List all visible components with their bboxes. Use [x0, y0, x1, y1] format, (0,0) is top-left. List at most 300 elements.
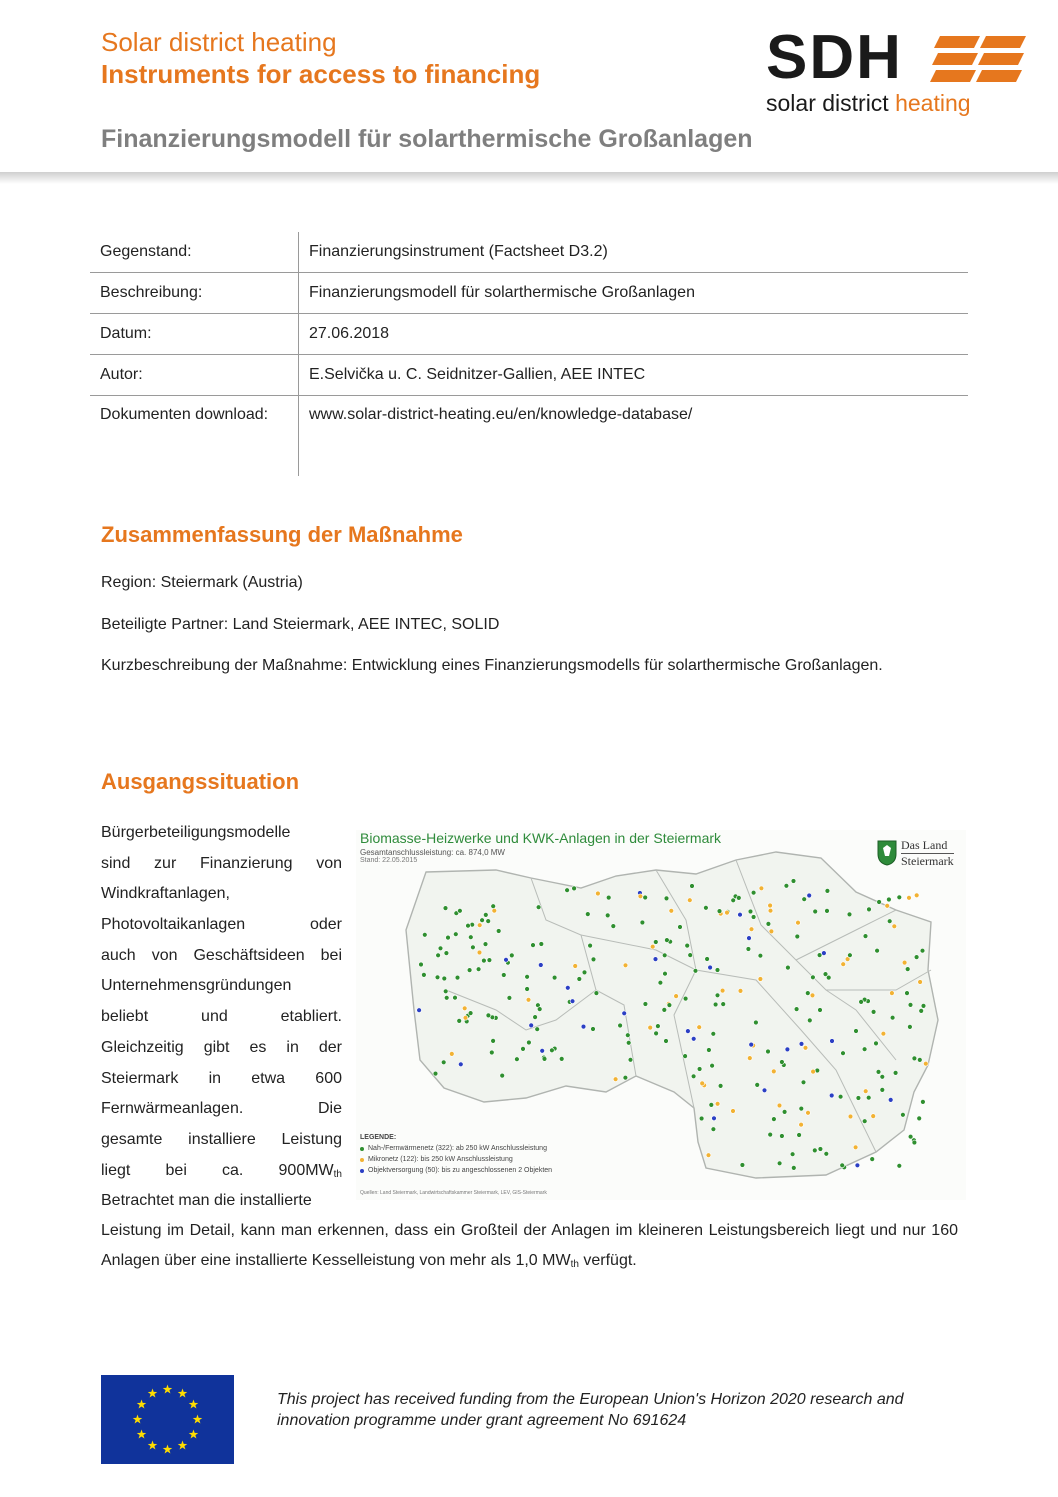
meta-value: E.Selvička u. C. Seidnitzer-Gallien, AEE INTEC [299, 355, 969, 396]
plant-marker [799, 1042, 804, 1047]
plant-marker [466, 923, 471, 928]
plant-marker [691, 1036, 696, 1041]
plant-marker [799, 1122, 804, 1127]
plant-marker [700, 1081, 705, 1086]
plant-marker [708, 965, 713, 970]
eu-star-icon [189, 1430, 199, 1439]
plant-marker [640, 920, 645, 925]
plant-marker [758, 977, 763, 982]
eu-star-icon [163, 1445, 173, 1454]
plant-marker [444, 951, 449, 956]
plant-marker [674, 994, 679, 999]
plant-marker [525, 974, 530, 979]
eu-star-icon [178, 1440, 188, 1449]
legend-dot-icon [360, 1158, 364, 1162]
plant-marker [825, 889, 830, 894]
plant-marker [491, 1039, 496, 1044]
text-line: Unternehmensgründungen [101, 977, 292, 995]
plant-marker [840, 1163, 845, 1168]
land-logo-line2: Steiermark [901, 854, 954, 868]
plant-marker [818, 1008, 823, 1013]
plant-marker [718, 1084, 723, 1089]
plant-marker [803, 1045, 808, 1050]
plant-marker [529, 1023, 534, 1028]
plant-marker [780, 1060, 785, 1065]
plant-marker [812, 1148, 817, 1153]
plant-marker [628, 1057, 633, 1062]
funding-note: This project has received funding from the European Union's Horizon 2020 research and innovation programme under grant agreement No 691624 [277, 1391, 904, 1429]
text-word: liegt [101, 1161, 131, 1179]
meta-key: Dokumenten download: [100, 406, 269, 423]
eu-star-icon [193, 1415, 203, 1424]
plant-marker [656, 1024, 661, 1029]
plant-marker [653, 957, 658, 962]
plant-marker [435, 975, 440, 980]
plant-marker [699, 1116, 704, 1121]
plant-marker [596, 891, 601, 896]
plant-marker [921, 1100, 926, 1105]
plant-marker [715, 1101, 720, 1106]
plant-marker [806, 1110, 811, 1115]
plant-marker [492, 908, 497, 913]
plant-marker [866, 1095, 871, 1100]
plant-marker [822, 951, 827, 956]
plant-marker [525, 987, 530, 992]
plant-marker [711, 1127, 716, 1132]
plant-marker [811, 1069, 816, 1074]
plant-marker [738, 912, 743, 917]
plant-marker [521, 1047, 526, 1052]
plant-marker [626, 1040, 631, 1045]
plant-marker [577, 977, 582, 982]
plant-marker [706, 1153, 711, 1158]
plant-marker [917, 1116, 922, 1121]
plant-marker [795, 934, 800, 939]
plant-marker [721, 1002, 726, 1007]
plant-marker [759, 886, 764, 891]
plant-marker [917, 1058, 922, 1063]
plant-marker [893, 1071, 898, 1076]
eu-star-icon [137, 1400, 147, 1409]
table-row [90, 232, 968, 273]
plant-marker [515, 1057, 520, 1062]
region-text: Region: Steiermark (Austria) [101, 574, 303, 591]
sdh-logo-text [766, 90, 971, 117]
plant-marker [648, 1025, 653, 1030]
legend-item [360, 1154, 552, 1165]
plant-marker [746, 947, 751, 952]
legend-item [360, 1143, 552, 1154]
text-word: bei [165, 1161, 187, 1179]
plant-marker [914, 955, 919, 960]
plant-marker [594, 991, 599, 996]
plant-marker [771, 1069, 776, 1074]
plant-marker [509, 953, 514, 958]
plant-marker [887, 897, 892, 902]
plant-marker [848, 1114, 853, 1119]
plant-marker [436, 953, 441, 958]
plant-marker [784, 883, 789, 888]
plant-marker [921, 1004, 926, 1009]
plant-marker [468, 935, 473, 940]
plant-marker [704, 905, 709, 910]
plant-marker [669, 908, 674, 913]
plant-marker [663, 971, 668, 976]
plant-marker [791, 879, 796, 884]
subscript-th: th [570, 1259, 579, 1270]
plant-marker [824, 1151, 829, 1156]
plant-marker [863, 1089, 868, 1094]
plant-marker [855, 1163, 860, 1168]
plant-marker [442, 976, 447, 981]
legend-dot-icon [360, 1147, 364, 1151]
plant-marker [826, 975, 831, 980]
plant-marker [749, 927, 754, 932]
map-source: Quellen: Land Steiermark, Landwirtschaftskammer Steiermark, LEV, GIS-Steiermark [360, 1190, 547, 1196]
plant-marker [870, 1157, 875, 1162]
plant-marker [766, 1049, 771, 1054]
meta-value: Finanzierungsmodell für solarthermische Großanlagen [299, 273, 969, 314]
plant-marker [538, 963, 543, 968]
plant-marker [754, 1020, 759, 1025]
plant-marker [807, 1018, 812, 1023]
plant-marker [907, 895, 912, 900]
meta-key: Autor: [90, 355, 299, 396]
plant-marker [581, 1024, 586, 1029]
plant-marker [638, 894, 643, 899]
table-row [90, 273, 968, 314]
plant-marker [697, 1025, 702, 1030]
situation-intro-column [101, 818, 342, 1217]
plant-marker [797, 1133, 802, 1138]
text-line: Gleichzeitig gibt es in der [101, 1038, 342, 1056]
plant-marker [710, 1063, 715, 1068]
plant-marker [880, 1074, 885, 1079]
map-title: Biomasse-Heizwerke und KWK-Anlagen in der Steiermark [360, 830, 722, 846]
plant-marker [802, 897, 807, 902]
text-line: Steiermark in etwa 600 [101, 1069, 342, 1087]
plant-marker [446, 935, 451, 940]
plant-marker [830, 1039, 835, 1044]
plant-marker [867, 907, 872, 912]
plant-marker [811, 975, 816, 980]
plant-marker [658, 980, 663, 985]
plant-marker [683, 1054, 688, 1059]
header-subtitle: Finanzierungsmodell für solarthermische Großanlagen [101, 125, 753, 153]
meta-key: Beschreibung: [90, 273, 299, 314]
plant-marker [491, 904, 496, 909]
meta-key: Gegenstand: [90, 232, 299, 273]
sdh-logo-letters: SDH [766, 23, 903, 92]
plant-marker [912, 1140, 917, 1145]
plant-marker [683, 996, 688, 1001]
plant-marker [449, 1052, 454, 1057]
plant-marker [888, 1098, 893, 1103]
plant-marker [841, 1051, 846, 1056]
plant-marker [653, 940, 658, 945]
plant-marker [807, 893, 812, 898]
eu-star-icon [178, 1389, 188, 1398]
plant-marker [678, 925, 683, 930]
plant-marker [419, 962, 424, 967]
plant-marker [687, 898, 692, 903]
plant-marker [422, 932, 427, 937]
plant-marker [871, 1114, 876, 1119]
plant-marker [664, 1039, 669, 1044]
plant-marker [542, 1057, 547, 1062]
plant-marker [705, 957, 710, 962]
plant-marker [573, 964, 578, 969]
plant-marker [740, 1163, 745, 1168]
eu-star-icon [137, 1430, 147, 1439]
plant-marker [444, 995, 449, 1000]
plant-marker [417, 1008, 422, 1013]
plant-marker [552, 975, 557, 980]
metadata-table [90, 232, 968, 476]
plant-marker [540, 1048, 545, 1053]
plant-marker [697, 1067, 702, 1072]
plant-marker [468, 1011, 473, 1016]
plant-marker [559, 1057, 564, 1062]
plant-marker [853, 1145, 858, 1150]
plant-marker [711, 1031, 716, 1036]
text-word: ca. [222, 1161, 244, 1179]
plant-marker [829, 1093, 834, 1098]
plant-marker [606, 895, 611, 900]
plant-marker [477, 923, 482, 928]
plant-marker [709, 1103, 714, 1108]
plant-marker [908, 1134, 913, 1139]
plant-marker [501, 973, 506, 978]
plant-marker [736, 896, 741, 901]
table-row [90, 355, 968, 396]
plant-marker [892, 924, 897, 929]
plant-marker [443, 989, 448, 994]
plant-marker [622, 1011, 627, 1016]
legend-label: Objektversorgung (50): bis zu angeschlossenen 2 Objekten [368, 1167, 553, 1174]
eu-star-icon [148, 1389, 158, 1398]
plant-marker [859, 1000, 864, 1005]
plant-marker [905, 991, 910, 996]
legend-title: LEGENDE: [360, 1134, 397, 1141]
plant-marker [862, 1047, 867, 1052]
header-title-line2: Instruments for access to financing [101, 59, 541, 89]
plant-marker [531, 943, 536, 948]
plant-marker [507, 996, 512, 1001]
plant-marker [611, 924, 616, 929]
plant-marker [483, 942, 488, 947]
plant-marker [457, 1019, 462, 1024]
plant-marker [467, 968, 472, 973]
plant-marker [688, 953, 693, 958]
steiermark-crest-icon [877, 840, 897, 866]
plant-marker [854, 1029, 859, 1034]
plant-marker [715, 968, 720, 973]
plant-marker [762, 1088, 767, 1093]
plant-marker [533, 1015, 538, 1020]
plant-marker [796, 920, 801, 925]
plant-marker [582, 970, 587, 975]
plant-marker [486, 919, 491, 924]
plant-marker [912, 1056, 917, 1061]
plant-marker [782, 1110, 787, 1115]
plant-marker [526, 997, 531, 1002]
plant-marker [685, 943, 690, 948]
plant-marker [720, 988, 725, 993]
text-line: Windkraftanlagen, [101, 885, 230, 903]
short-description-text: Kurzbeschreibung der Maßnahme: Entwicklung eines Finanzierungsmodells für solarthermische Großanlagen. [101, 657, 883, 674]
text-line: gesamte installiere Leistung [101, 1130, 342, 1148]
plant-marker [871, 1010, 876, 1015]
plant-marker [805, 991, 810, 996]
plant-marker [862, 1119, 867, 1124]
plant-marker [790, 1152, 795, 1157]
plant-marker [876, 1070, 881, 1075]
plant-marker [662, 953, 667, 958]
header-divider [0, 172, 1058, 184]
plant-marker [618, 1023, 623, 1028]
plant-marker [751, 915, 756, 920]
plant-marker [919, 1009, 924, 1014]
eu-star-icon [189, 1400, 199, 1409]
plant-marker [768, 1132, 773, 1137]
plant-marker [565, 888, 570, 893]
plant-marker [654, 1031, 659, 1036]
plant-marker [791, 1166, 796, 1171]
text-line-with-subscript [101, 1156, 342, 1187]
plant-marker [777, 1103, 782, 1108]
plant-marker [662, 1008, 667, 1013]
plant-marker [691, 1074, 696, 1079]
plant-marker [801, 1080, 806, 1085]
plant-marker [605, 913, 610, 918]
page-header [0, 0, 1058, 178]
plant-marker [482, 958, 487, 963]
plant-marker [476, 967, 481, 972]
plant-marker [572, 886, 577, 891]
eu-star-icon [133, 1415, 143, 1424]
plant-marker [914, 893, 919, 898]
plant-marker [707, 1048, 712, 1053]
plant-marker [458, 1062, 463, 1067]
plant-marker [838, 1094, 843, 1099]
partners-text: Beteiligte Partner: Land Steiermark, AEE INTEC, SOLID [101, 616, 500, 633]
plant-marker [738, 989, 743, 994]
plant-marker [749, 1042, 754, 1047]
situation-heading: Ausgangssituation [101, 769, 300, 794]
plant-marker [643, 895, 648, 900]
plant-marker [897, 895, 902, 900]
plant-marker [877, 900, 882, 905]
plant-marker [713, 1002, 718, 1007]
plant-marker [591, 957, 596, 962]
plant-marker [433, 1071, 438, 1076]
plant-marker [527, 1040, 532, 1045]
plant-marker [625, 1033, 630, 1038]
plant-marker [570, 999, 575, 1004]
plant-marker [780, 1134, 785, 1139]
plant-marker [483, 913, 488, 918]
plant-marker [458, 908, 463, 913]
plant-marker [462, 1006, 467, 1011]
situation-continuation [101, 1216, 958, 1280]
plant-marker [650, 944, 655, 949]
plant-marker [813, 909, 818, 914]
plant-marker [715, 993, 720, 998]
plant-marker [920, 948, 925, 953]
download-link[interactable]: www.solar-district-heating.eu/en/knowledge-database/ [299, 396, 969, 477]
plant-marker [875, 948, 880, 953]
plant-marker [504, 957, 509, 962]
eu-stars-icon [101, 1375, 234, 1464]
plant-marker [717, 909, 722, 914]
land-steiermark-logo [875, 836, 961, 870]
plant-marker [453, 995, 458, 1000]
plant-marker [489, 1050, 494, 1055]
plant-marker [477, 950, 482, 955]
plant-marker [565, 985, 570, 990]
plant-marker [537, 1007, 542, 1012]
plant-marker [908, 1003, 913, 1008]
text-line: Photovoltaikanlagen oder [101, 916, 342, 934]
plant-marker [908, 1025, 913, 1030]
plant-marker [887, 919, 892, 924]
text-line: sind zur Finanzierung von [101, 854, 342, 872]
text-line: auch von Geschäftsideen bei [101, 946, 342, 964]
plant-marker [825, 909, 830, 914]
continuation-text-end: verfügt. [578, 1252, 637, 1269]
plant-marker [643, 1002, 648, 1007]
plant-marker [693, 968, 698, 973]
plant-marker [901, 1112, 906, 1117]
header-title-line1: Solar district heating [101, 27, 337, 57]
meta-key: Datum: [90, 314, 299, 355]
plant-marker [918, 980, 923, 985]
plant-marker [588, 943, 593, 948]
plant-marker [690, 884, 695, 889]
plant-marker [748, 909, 753, 914]
plant-marker [847, 912, 852, 917]
eu-flag [101, 1375, 234, 1464]
plant-marker [758, 953, 763, 958]
plant-marker [755, 1083, 760, 1088]
plant-marker [455, 975, 460, 980]
plant-marker [766, 922, 771, 927]
plant-marker [453, 932, 458, 937]
plant-marker [785, 1047, 790, 1052]
plant-marker [463, 1015, 468, 1020]
text-line: Fernwärmeanlagen. Die [101, 1100, 342, 1118]
plant-marker [731, 898, 736, 903]
plant-marker [496, 929, 501, 934]
meta-value: Finanzierungsinstrument (Factsheet D3.2) [299, 232, 969, 273]
plant-marker [486, 1013, 491, 1018]
plant-marker [747, 936, 752, 941]
plant-marker [772, 1117, 777, 1122]
plant-marker [856, 1096, 861, 1101]
plant-marker [848, 953, 853, 958]
plant-marker [623, 1075, 628, 1080]
plant-marker [613, 1077, 618, 1082]
sdh-logo-text-orange: heating [895, 90, 971, 116]
eu-star-icon [148, 1440, 158, 1449]
plant-marker [818, 1147, 823, 1152]
plant-marker [438, 946, 443, 951]
plant-marker [880, 1088, 885, 1093]
plant-marker [923, 1061, 928, 1066]
plant-marker [905, 967, 910, 972]
meta-value: 27.06.2018 [299, 314, 969, 355]
